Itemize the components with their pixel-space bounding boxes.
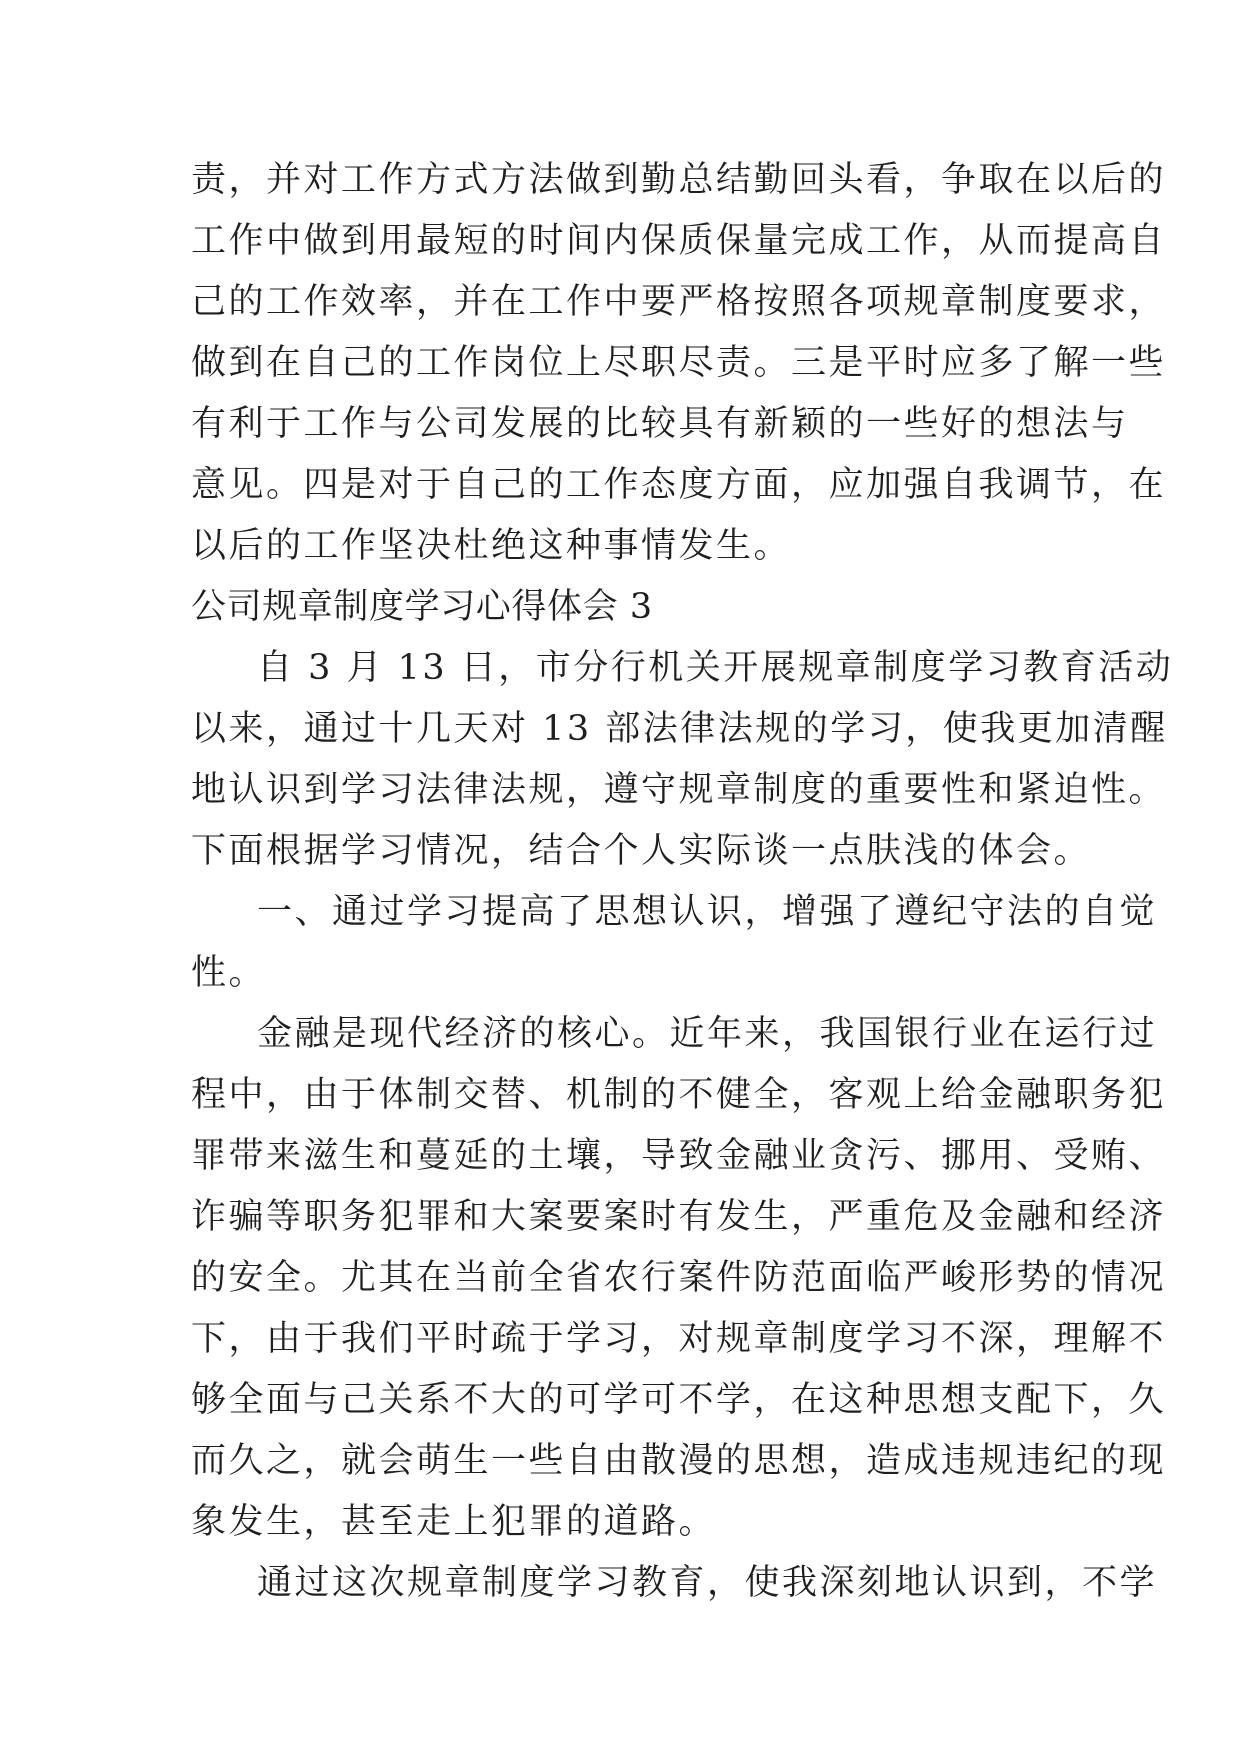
body-line: 下面根据学习情况，结合个人实际谈一点肤浅的体会。 (191, 831, 1092, 871)
body-line: 够全面与己关系不大的可学可不学，在这种思想支配下，久 (191, 1380, 1167, 1420)
body-line: 罪带来滋生和蔓延的土壤，导致金融业贪污、挪用、受贿、 (191, 1136, 1167, 1176)
body-line: 而久之，就会萌生一些自由散漫的思想，造成违规违纪的现 (191, 1441, 1167, 1481)
body-line: 责，并对工作方式方法做到勤总结勤回头看，争取在以后的 (191, 160, 1167, 200)
body-line: 诈骗等职务犯罪和大案要案时有发生，严重危及金融和经济 (191, 1197, 1167, 1237)
body-line: 以后的工作坚决杜绝这种事情发生。 (191, 526, 792, 566)
body-line: 工作中做到用最短的时间内保质保量完成工作，从而提高自 (191, 221, 1167, 261)
body-line: 意见。四是对于自己的工作态度方面，应加强自我调节，在 (191, 465, 1167, 505)
document-body (191, 150, 1174, 1614)
body-line: 以来，通过十几天对 13 部法律法规的学习，使我更加清醒 (191, 709, 1168, 749)
paragraph-first-line: 通过这次规章制度学习教育，使我深刻地认识到，不学 (257, 1563, 1158, 1603)
subheading-line: 一、通过学习提高了思想认识，增强了遵纪守法的自觉 (257, 892, 1158, 932)
body-line: 己的工作效率，并在工作中要严格按照各项规章制度要求， (191, 282, 1167, 322)
body-line: 象发生，甚至走上犯罪的道路。 (191, 1502, 717, 1542)
body-line: 的安全。尤其在当前全省农行案件防范面临严峻形势的情况 (191, 1258, 1167, 1298)
body-line: 下，由于我们平时疏于学习，对规章制度学习不深，理解不 (191, 1319, 1167, 1359)
paragraph-first-line: 自 3 月 13 日，市分行机关开展规章制度学习教育活动 (257, 648, 1174, 688)
body-line: 性。 (191, 953, 267, 993)
body-line: 有利于工作与公司发展的比较具有新颖的一些好的想法与 (191, 404, 1129, 444)
body-line: 地认识到学习法律法规，遵守规章制度的重要性和紧迫性。 (191, 770, 1167, 810)
body-line: 程中，由于体制交替、机制的不健全，客观上给金融职务犯 (191, 1075, 1167, 1115)
body-line: 做到在自己的工作岗位上尽职尽责。三是平时应多了解一些 (191, 343, 1167, 383)
section-heading: 公司规章制度学习心得体会 3 (191, 587, 653, 627)
paragraph-first-line: 金融是现代经济的核心。近年来，我国银行业在运行过 (257, 1014, 1158, 1054)
